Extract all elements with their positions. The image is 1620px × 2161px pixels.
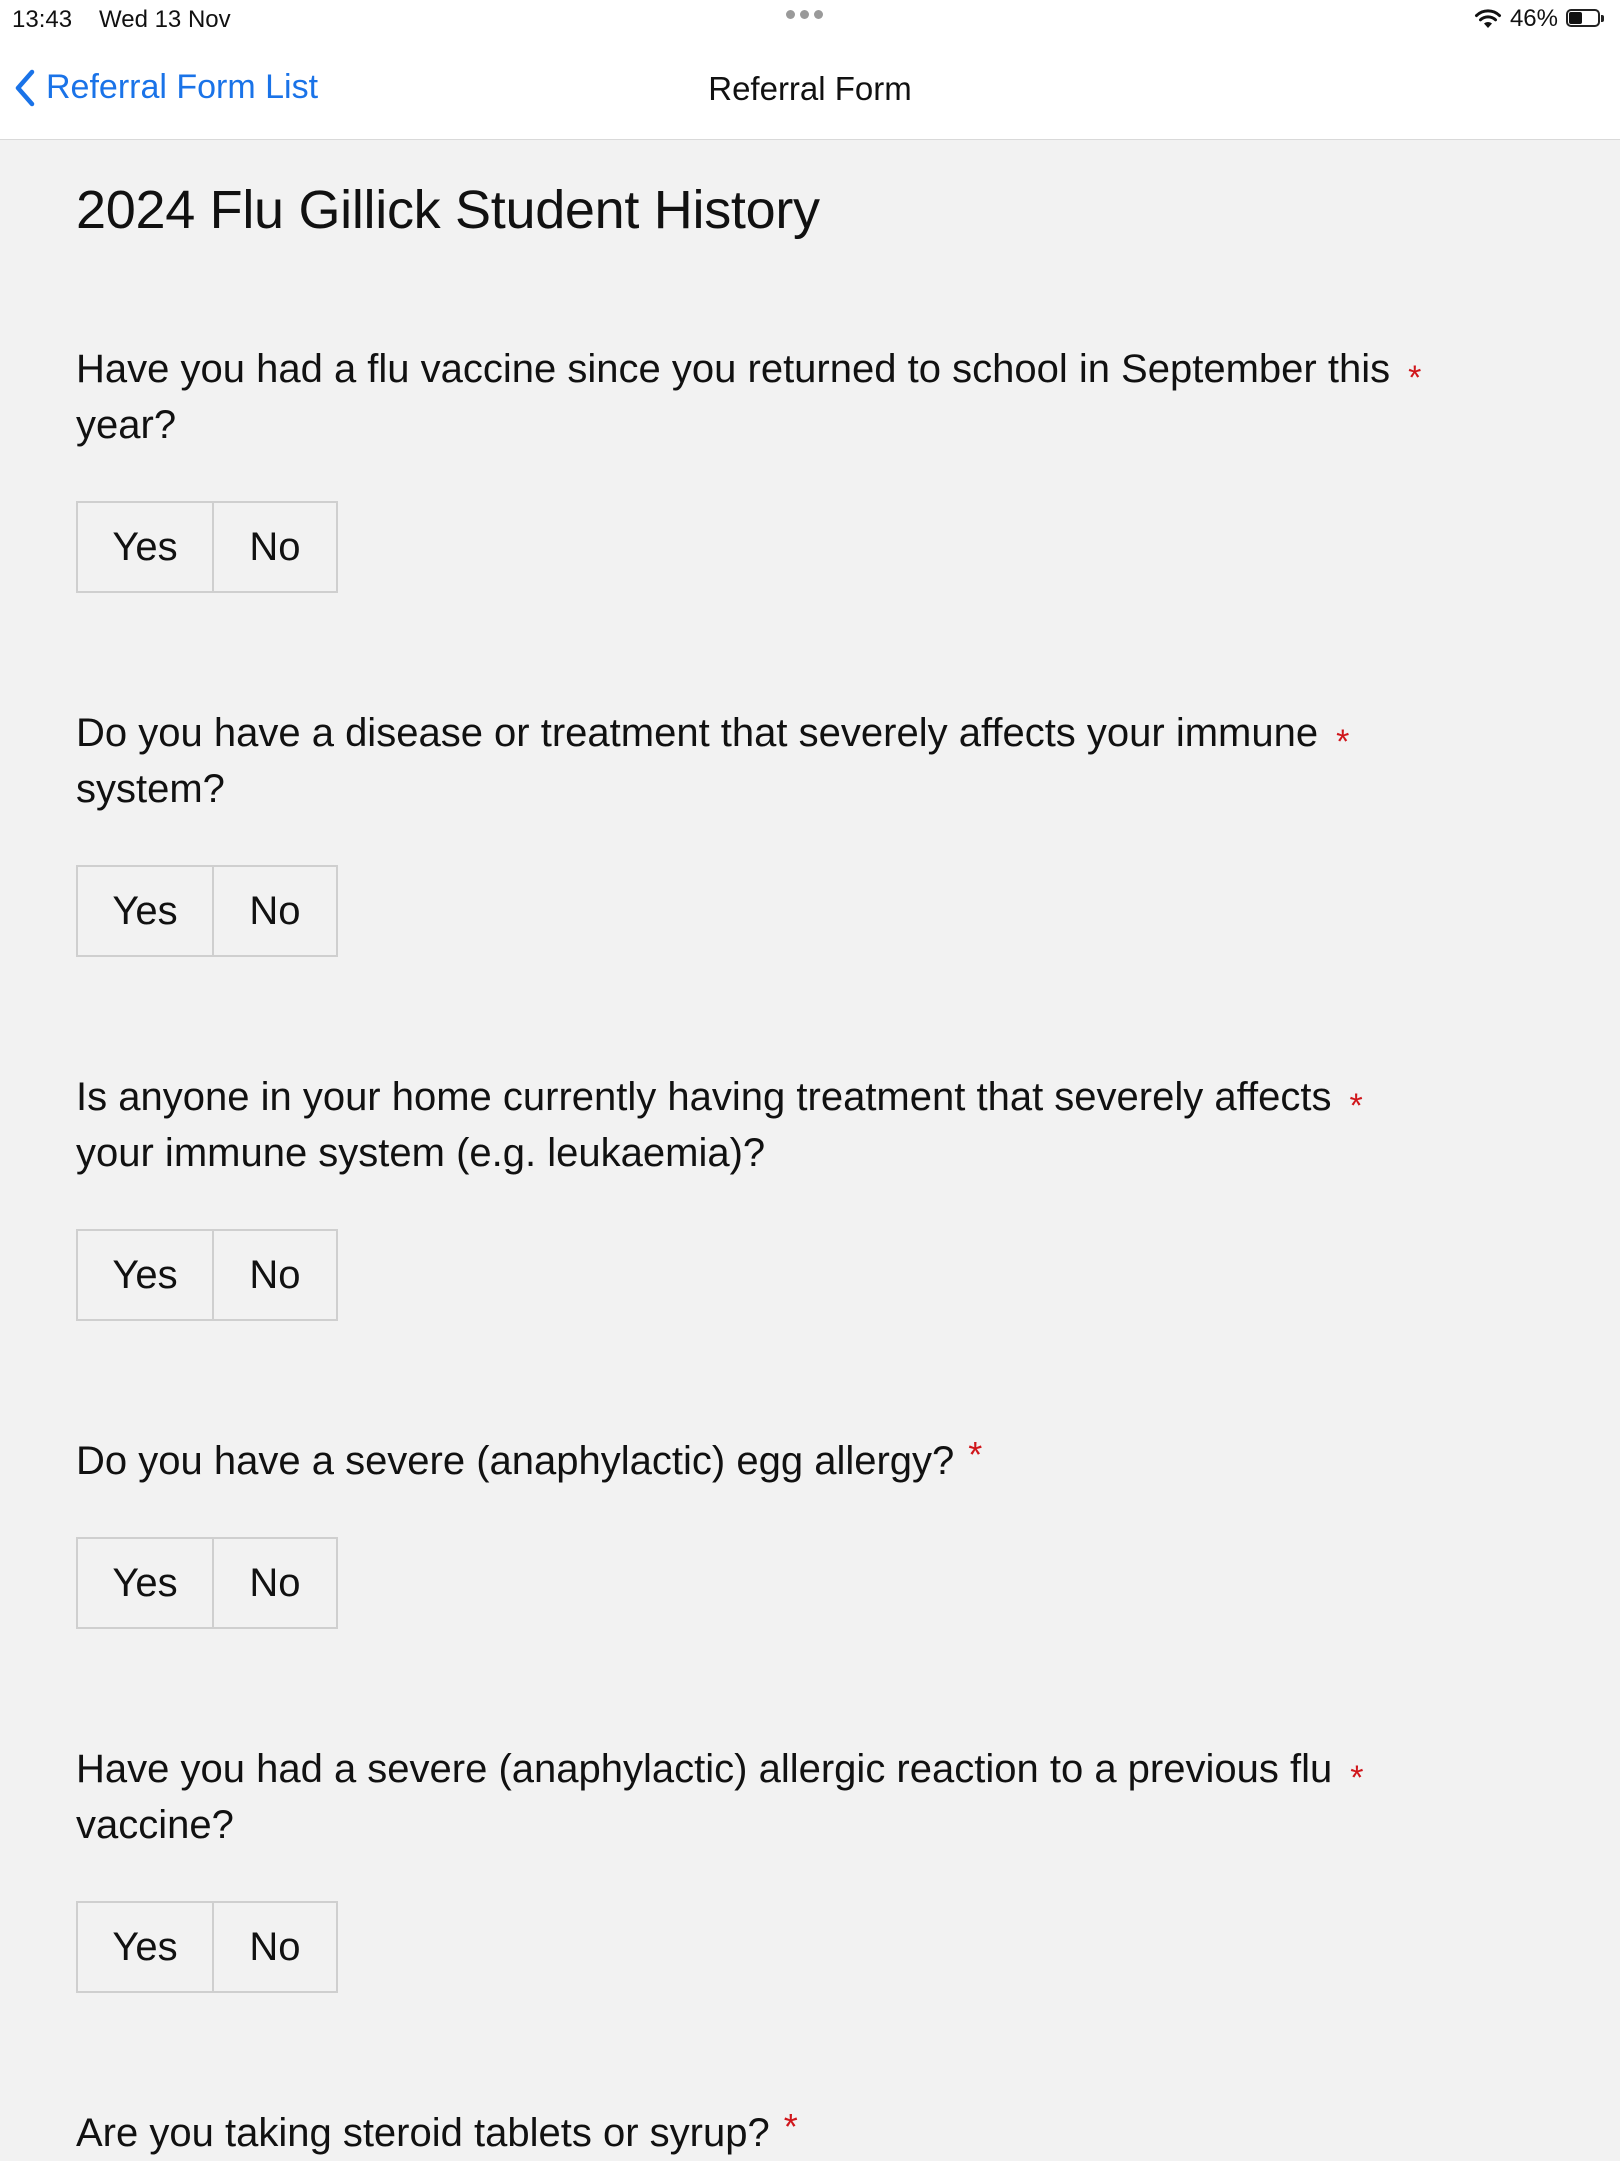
question-text: Have you had a flu vaccine since you returned to school in September this year?: [76, 347, 1391, 447]
status-date: Wed 13 Nov: [99, 6, 231, 33]
no-button[interactable]: No: [212, 501, 338, 593]
navigation-bar: [0, 40, 1620, 140]
yes-no-toggle: [76, 1537, 1556, 1629]
more-dots-icon[interactable]: [786, 10, 823, 19]
yes-button[interactable]: Yes: [76, 1537, 214, 1629]
question-text: Do you have a severe (anaphylactic) egg allergy?: [76, 1439, 955, 1483]
yes-no-toggle: [76, 1229, 1556, 1321]
no-button[interactable]: No: [212, 1537, 338, 1629]
yes-button[interactable]: Yes: [76, 1901, 214, 1993]
question-text: Have you had a severe (anaphylactic) allergic reaction to a previous flu vaccine?: [76, 1747, 1333, 1847]
yes-button[interactable]: Yes: [76, 1229, 214, 1321]
yes-button[interactable]: Yes: [76, 501, 214, 593]
status-indicators: [1474, 5, 1606, 33]
required-marker: *: [783, 2106, 798, 2147]
question-household-immune-treatment: [76, 1069, 1556, 1321]
battery-percent: 46%: [1509, 5, 1558, 32]
question-text: Are you taking steroid tablets or syrup?: [76, 2111, 770, 2155]
question-steroid-tablets: [76, 2105, 1556, 2161]
back-button-label: Referral Form List: [46, 68, 319, 106]
question-previous-flu-vaccine-reaction: [76, 1741, 1556, 1993]
question-text: Is anyone in your home currently having treatment that severely affects your immune system (e.g. leukaemia)?: [76, 1075, 1332, 1175]
question-flu-vaccine-since-september: [76, 341, 1556, 593]
required-marker: *: [1350, 1759, 1364, 1797]
no-button[interactable]: No: [212, 865, 338, 957]
yes-no-toggle: [76, 1901, 1556, 1993]
yes-no-toggle: [76, 865, 1556, 957]
required-marker: *: [1336, 723, 1350, 761]
question-text: Do you have a disease or treatment that severely affects your immune system?: [76, 711, 1319, 811]
yes-button[interactable]: Yes: [76, 865, 214, 957]
battery-icon: [1566, 9, 1606, 29]
form-title: 2024 Flu Gillick Student History: [76, 180, 820, 240]
required-marker: *: [968, 1434, 983, 1475]
nav-title: Referral Form: [708, 70, 912, 107]
status-time: 13:43: [12, 6, 73, 33]
yes-no-toggle: [76, 501, 1556, 593]
no-button[interactable]: No: [212, 1229, 338, 1321]
status-bar: [0, 0, 1620, 40]
no-button[interactable]: No: [212, 1901, 338, 1993]
required-marker: *: [1349, 1087, 1363, 1125]
question-immune-disease-treatment: [76, 705, 1556, 957]
wifi-icon: [1474, 8, 1502, 30]
question-egg-allergy: [76, 1433, 1556, 1629]
required-marker: *: [1408, 359, 1422, 397]
